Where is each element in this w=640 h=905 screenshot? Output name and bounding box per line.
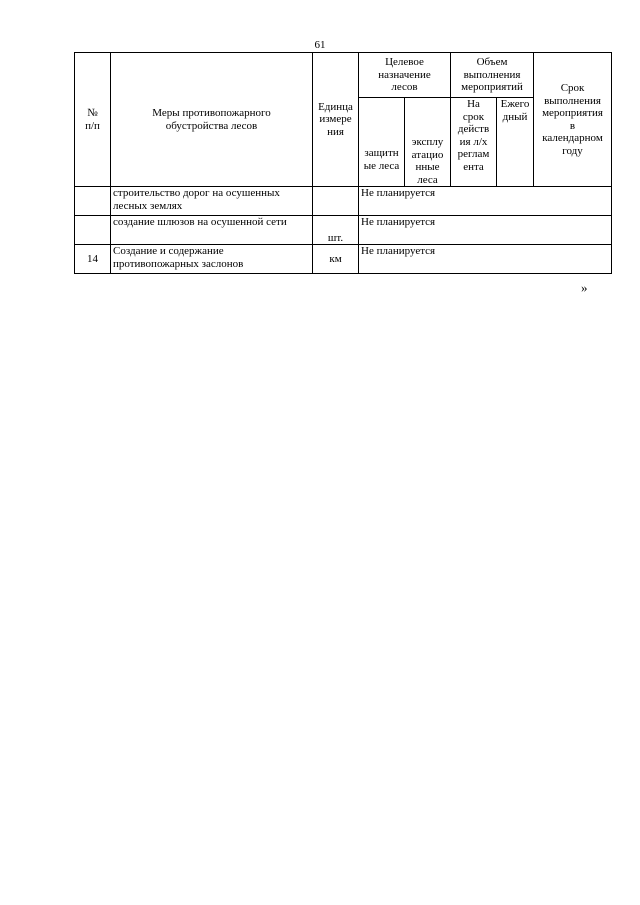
header-deadline: Срок выполнения мероприятия в календарном году — [534, 53, 612, 187]
row-measure: строительство дорог на осушенных лесных землях — [111, 187, 313, 216]
row-number — [75, 187, 111, 216]
row-unit — [313, 187, 359, 216]
row-measure: Создание и содержание противопожарных заслонов — [111, 245, 313, 274]
row-unit: шт. — [313, 216, 359, 245]
row-status: Не планируется — [359, 187, 612, 216]
header-volume-annual: Ежего дный — [497, 98, 534, 187]
table-row — [75, 245, 612, 274]
header-volume: Объем выполнения мероприятий — [451, 53, 534, 98]
header-unit: Единца измере ния — [313, 53, 359, 187]
header-number: № п/п — [75, 53, 111, 187]
header-purpose-exploitation: эксплу атацио нные леса — [405, 98, 451, 187]
table-row — [75, 216, 612, 245]
row-status: Не планируется — [359, 245, 612, 274]
row-number — [75, 216, 111, 245]
row-measure: создание шлюзов на осушенной сети — [111, 216, 313, 245]
closing-quote: » — [581, 280, 588, 295]
header-volume-term: На срок действ ия л/х реглам ента — [451, 98, 497, 187]
header-purpose: Целевое назначение лесов — [359, 53, 451, 98]
header-purpose-protective: защитн ые леса — [359, 98, 405, 187]
fire-measures-table — [74, 52, 612, 274]
row-status: Не планируется — [359, 216, 612, 245]
header-measures: Меры противопожарного обустройства лесов — [111, 53, 313, 187]
row-unit: км — [313, 245, 359, 274]
page-number: 61 — [314, 39, 326, 51]
table-row — [75, 187, 612, 216]
row-number: 14 — [75, 245, 111, 274]
